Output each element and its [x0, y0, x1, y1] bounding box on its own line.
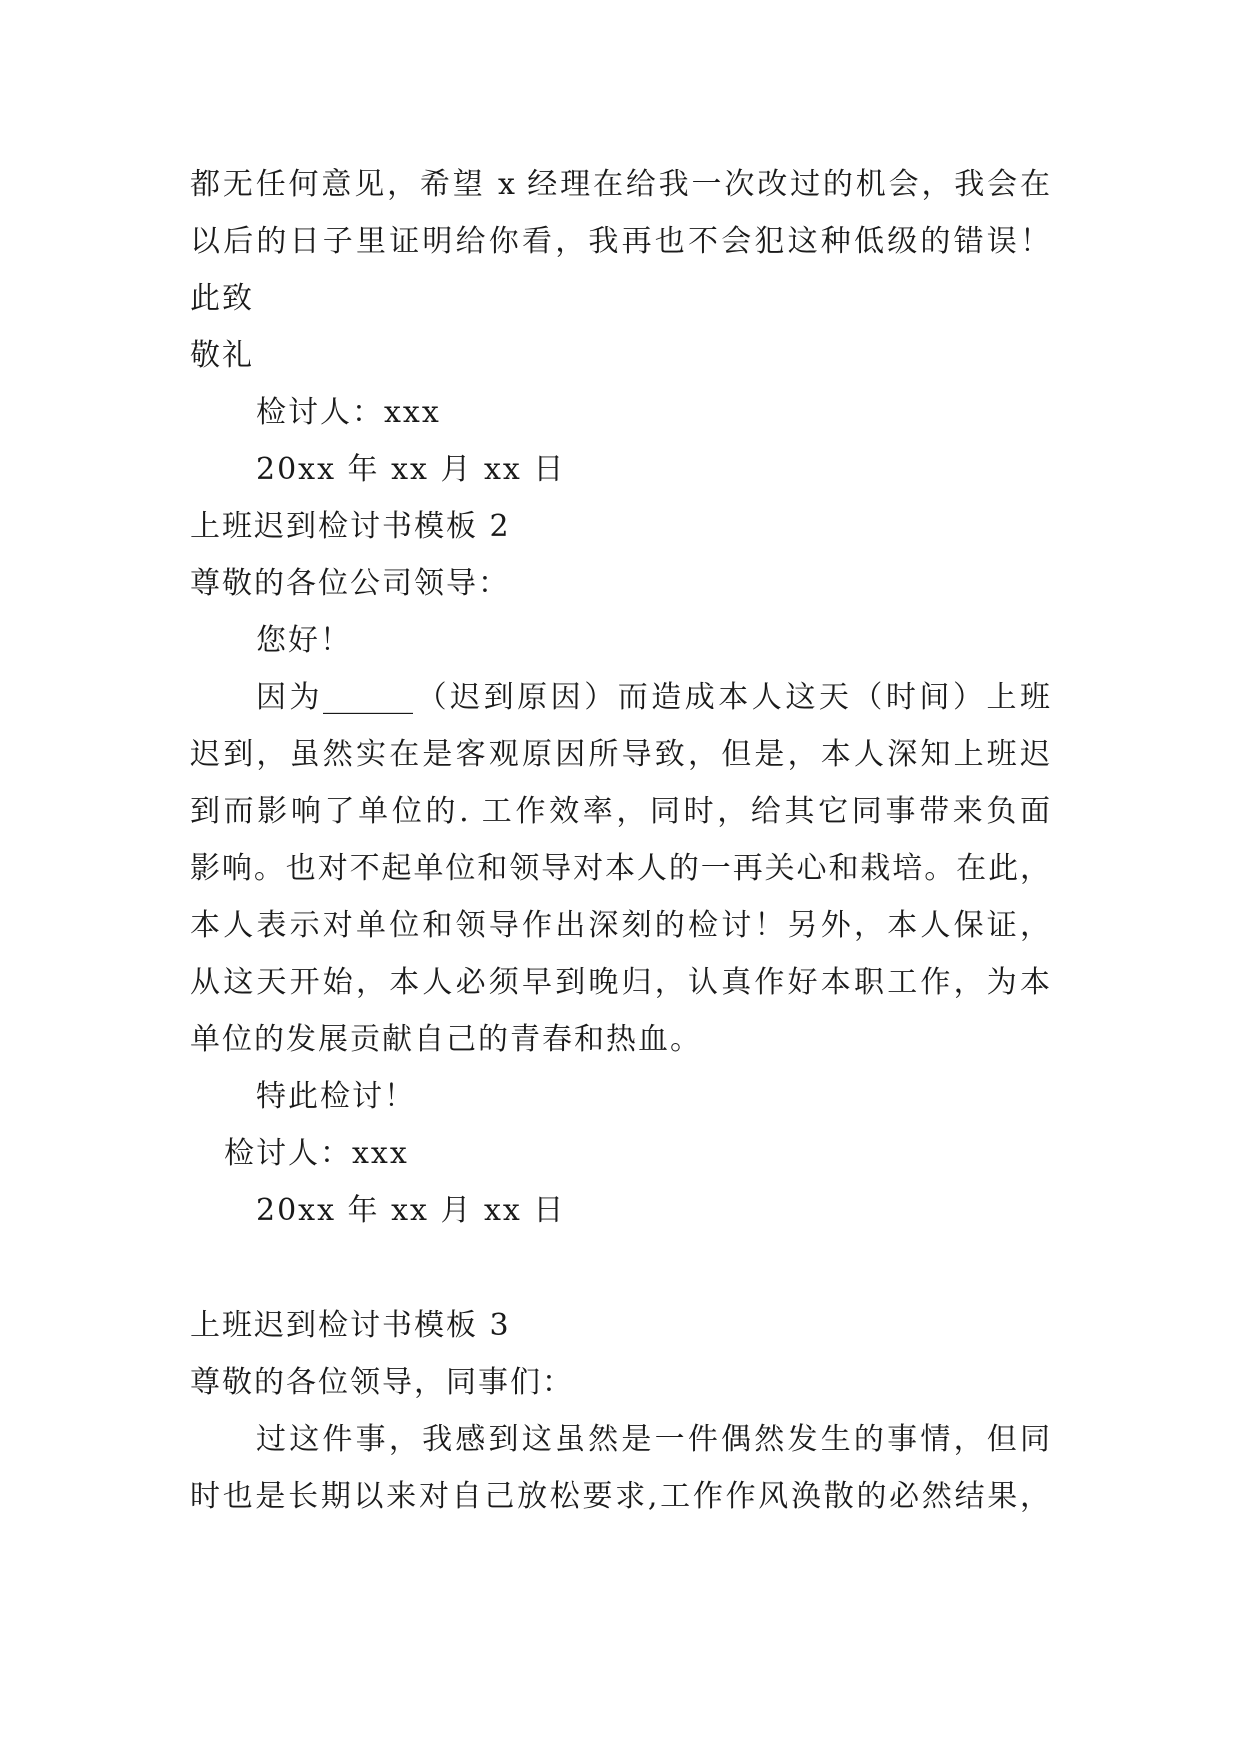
body-text-line: 影响。也对不起单位和领导对本人的一再关心和栽培。在此，: [190, 851, 1050, 886]
body-text-line: 以后的日子里证明给你看，我再也不会犯这种低级的错误！: [190, 224, 1050, 259]
body-text-line: 从这天开始，本人必须早到晚归，认真作好本职工作，为本: [190, 965, 1050, 1000]
body-text-line: 本人表示对单位和领导作出深刻的检讨！另外，本人保证，: [190, 908, 1050, 943]
closing-line: 敬礼: [190, 338, 254, 373]
signature-date: 20xx 年 xx 月 xx 日: [256, 1193, 566, 1228]
body-text-line: 因为______（迟到原因）而造成本人这天（时间）上班: [256, 680, 1050, 715]
closing-line: 特此检讨！: [256, 1079, 416, 1114]
body-text-line: 到而影响了单位的. 工作效率，同时，给其它同事带来负面: [190, 794, 1050, 829]
section-title: 上班迟到检讨书模板 2: [190, 509, 511, 544]
body-text-line: 过这件事，我感到这虽然是一件偶然发生的事情，但同: [256, 1422, 1050, 1457]
salutation: 尊敬的各位领导，同事们：: [190, 1365, 574, 1400]
greeting: 您好！: [256, 623, 352, 658]
closing-line: 此致: [190, 281, 254, 316]
signature-name: 检讨人：xxx: [224, 1136, 409, 1171]
body-text-line: 单位的发展贡献自己的青春和热血。: [190, 1022, 702, 1057]
section-title: 上班迟到检讨书模板 3: [190, 1308, 511, 1343]
salutation: 尊敬的各位公司领导：: [190, 566, 510, 601]
signature-date: 20xx 年 xx 月 xx 日: [256, 452, 566, 487]
body-text-line: 时也是长期以来对自己放松要求,工作作风涣散的必然结果，: [190, 1479, 1050, 1514]
body-text-line: 迟到，虽然实在是客观原因所导致，但是，本人深知上班迟: [190, 737, 1050, 772]
signature-name: 检讨人：xxx: [256, 395, 441, 430]
body-text-line: 都无任何意见，希望 x 经理在给我一次改过的机会，我会在: [190, 167, 1050, 202]
